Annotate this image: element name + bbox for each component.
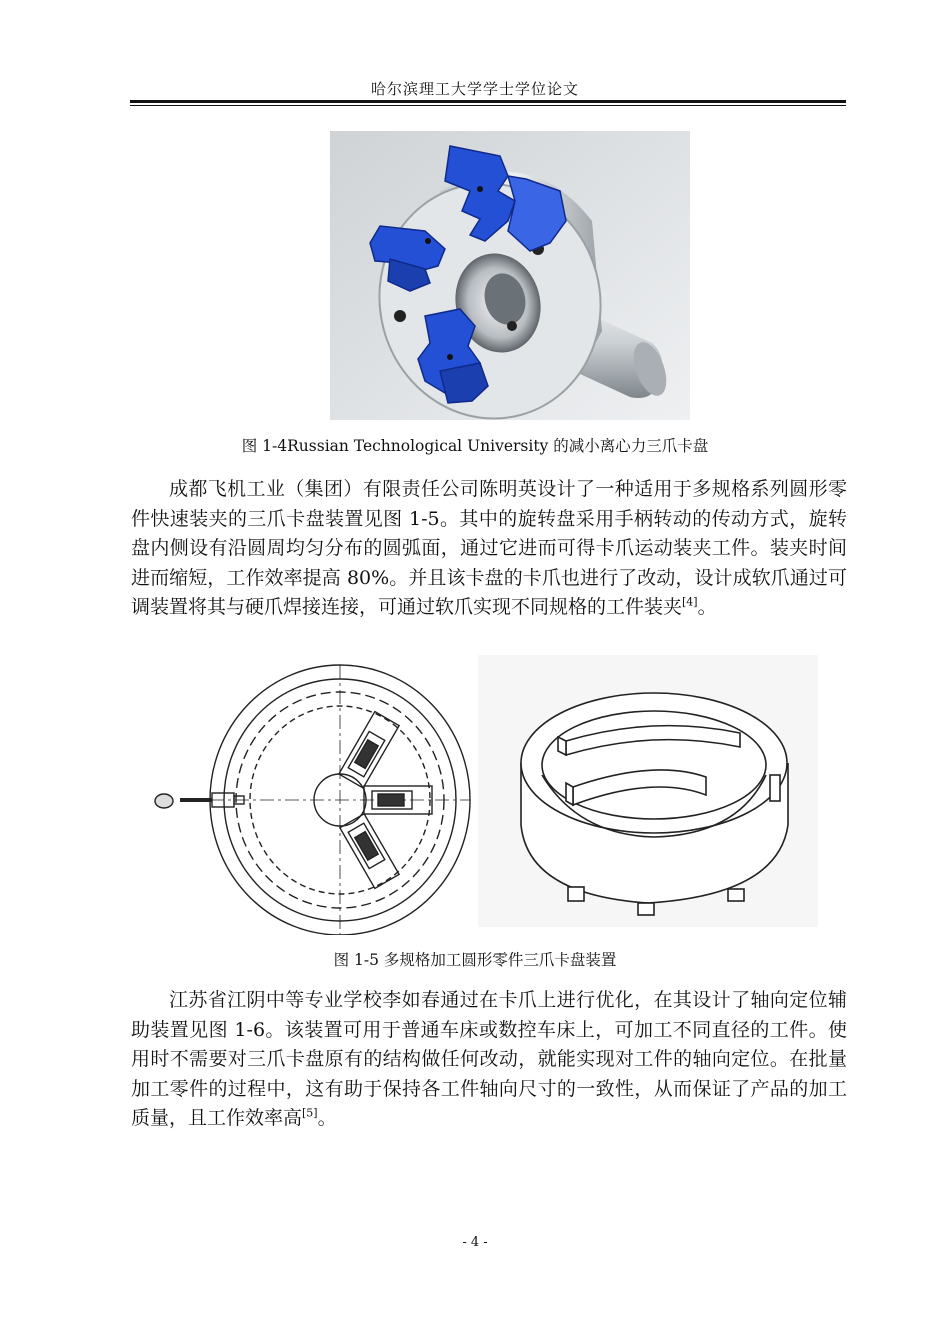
header-rule: [130, 100, 846, 106]
figure-1-4-chuck-render: [330, 131, 690, 420]
running-header: 哈尔滨理工大学学士学位论文: [370, 80, 579, 98]
paragraph-1: 成都飞机工业（集团）有限责任公司陈明英设计了一种适用于多规格系列圆形零件快速装夹的三爪卡盘装置见图 1-5。其中的旋转盘采用手柄转动的传动方式，旋转盘内侧设有沿圆周均匀分布的圆弧面，通过它进而可得卡爪运动装夹工件。装夹时间进而缩短，工作效率提高 80%。并且该卡盘的卡爪也进行了改动，设计成软爪通过可调装置将其与硬爪焊接连接，可通过软爪实现不同规格的工件装夹[4]。: [131, 478, 847, 618]
figure-1-5-line-drawing: [150, 655, 475, 935]
page-number: - 4 -: [462, 1235, 488, 1250]
paragraph-2: 江苏省江阴中等专业学校李如春通过在卡爪上进行优化，在其设计了轴向定位辅助装置见图 1-6。该装置可用于普通车床或数控车床上，可加工不同直径的工件。使用时不需要对三爪卡盘原有的结构做任何改动，就能实现对工件的轴向定位。在批量加工零件的过程中，这有助于保持各工件轴向尺寸的一致性，从而保证了产品的加工质量，且工作效率高[5]。: [131, 989, 847, 1129]
figure-1-4-caption: 图 1-4Russian Technological University 的减小离心力三爪卡盘: [241, 437, 709, 455]
figure-1-5-caption: 图 1-5 多规格加工圆形零件三爪卡盘装置: [333, 951, 617, 969]
citation-4: [4]: [682, 595, 698, 609]
figure-1-5-ring-render: [478, 655, 818, 927]
citation-5: [5]: [302, 1106, 318, 1120]
